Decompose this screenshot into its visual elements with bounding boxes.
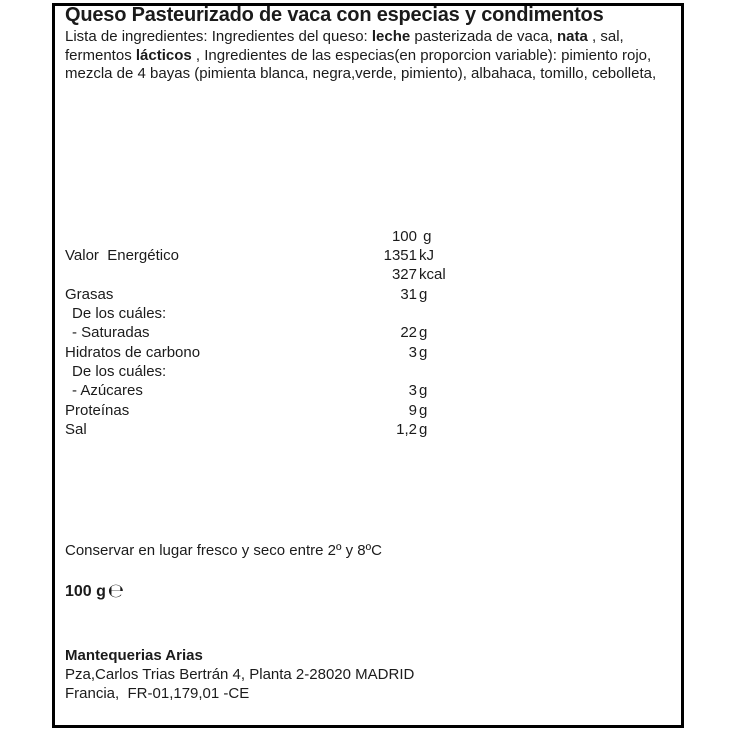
nutrient-unit: g xyxy=(419,382,428,400)
nutrition-row xyxy=(55,382,681,401)
nutrient-value: 327 xyxy=(391,266,417,284)
nutrient-unit: g xyxy=(419,285,428,303)
net-weight xyxy=(65,580,124,602)
nutrition-row xyxy=(55,286,681,305)
net-weight-amount: 100 g xyxy=(65,583,106,600)
nutrition-row xyxy=(55,363,681,382)
nutrient-unit: g xyxy=(419,324,428,342)
nutrient-unit: g xyxy=(419,401,428,419)
nutrient-label: - Saturadas xyxy=(72,324,150,342)
nutrient-label: Valor Energético xyxy=(65,247,179,264)
nutrient-label: De los cuáles: xyxy=(72,305,167,323)
nutrient-unit: kJ xyxy=(419,247,434,264)
nutrient-value: 22 xyxy=(400,324,417,342)
nutrient-value: 1,2 xyxy=(396,421,417,439)
nutrient-label: - Azúcares xyxy=(72,382,143,400)
manufacturer-name: Mantequerias Arias xyxy=(65,647,203,664)
nutrient-unit: g xyxy=(419,343,428,361)
column-header-unit: g xyxy=(419,228,432,245)
nutrient-label: Hidratos de carbono xyxy=(65,343,201,361)
label-box xyxy=(52,3,684,728)
ingredient-segment: Lista de ingredientes: Ingredientes del queso: xyxy=(65,28,372,45)
nutrition-row xyxy=(55,305,681,324)
nutrient-label: Sal xyxy=(65,421,87,439)
column-header-amount: 100 xyxy=(391,228,417,245)
ingredient-segment: , sal, fermentos xyxy=(65,28,624,64)
estimated-sign: ℮ xyxy=(107,580,125,602)
nutrition-row xyxy=(55,247,681,266)
nutrient-label: De los cuáles: xyxy=(72,363,167,381)
nutrient-value: 9 xyxy=(408,401,417,419)
nutrition-column-header xyxy=(55,228,681,247)
nutrition-table xyxy=(55,228,681,453)
nutrient-value: 1351 xyxy=(383,247,417,264)
ingredient-segment: leche xyxy=(371,28,411,45)
ingredient-segment: lácticos xyxy=(135,46,192,64)
ingredients-paragraph xyxy=(65,28,657,84)
nutrient-label: Proteínas xyxy=(65,401,130,419)
manufacturer-block xyxy=(65,646,414,703)
nutrient-value: 3 xyxy=(408,343,417,361)
ingredient-segment: nata xyxy=(557,28,588,45)
manufacturer-address: Pza,Carlos Trias Bertrán 4, Planta 2-28020 MADRID xyxy=(65,666,415,683)
ingredient-segment: pasterizada de vaca, xyxy=(410,28,558,45)
storage-note: Conservar en lugar fresco y seco entre 2º y 8ºC xyxy=(65,542,382,559)
product-title: Queso Pasteurizado de vaca con especias y condimentos xyxy=(65,4,604,26)
nutrition-row xyxy=(55,421,681,440)
nutrition-row xyxy=(55,324,681,343)
nutrient-value: 31 xyxy=(400,285,417,303)
nutrient-unit: kcal xyxy=(419,266,446,284)
nutrition-row xyxy=(55,402,681,421)
nutrient-unit: g xyxy=(419,421,428,439)
ingredient-segment: , Ingredientes de las especias(en proporcion variable): pimiento rojo, mezcla de 4 bayas (pimienta blanca, negra,verde, pimiento), albahaca, tomillo, cebolleta, xyxy=(65,46,657,83)
nutrition-row xyxy=(55,344,681,363)
manufacturer-origin: Francia, FR-01,179,01 -CE xyxy=(65,685,250,702)
nutrient-value: 3 xyxy=(408,382,417,400)
nutrition-row xyxy=(55,266,681,285)
nutrient-label: Grasas xyxy=(65,285,114,303)
